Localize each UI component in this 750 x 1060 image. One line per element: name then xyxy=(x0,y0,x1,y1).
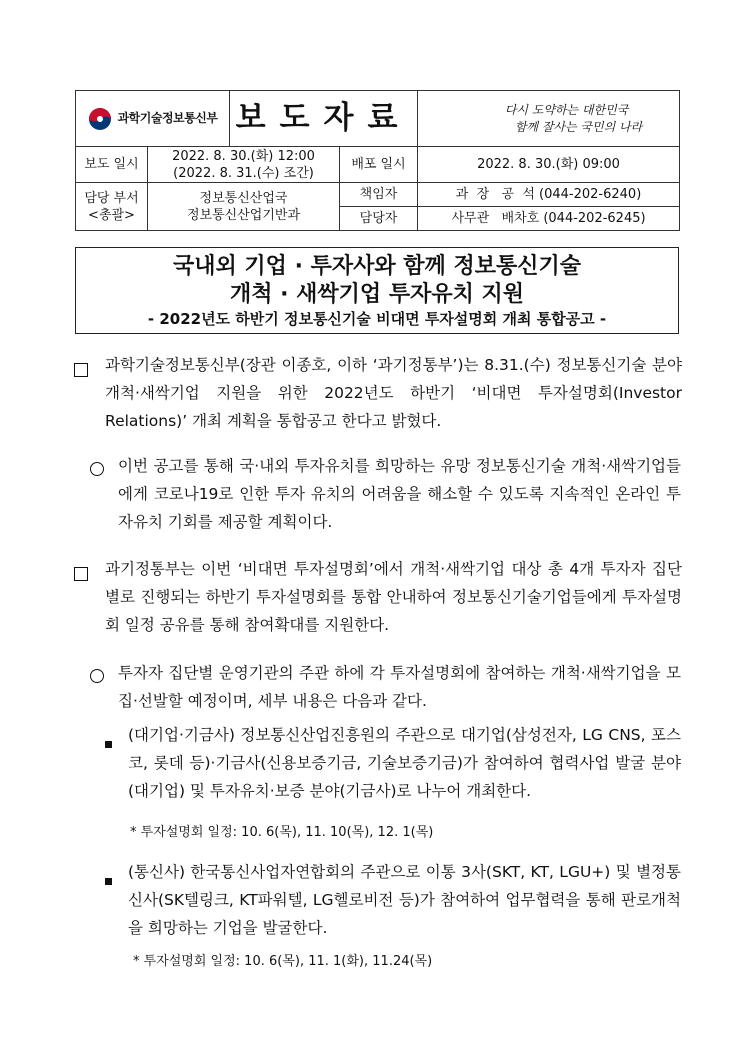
headline-box xyxy=(75,247,679,334)
note-2: * 투자설명회 일정: 10. 6(목), 11. 1(화), 11.24(목) xyxy=(133,954,433,969)
slogan-line-1: 다시 도약하는 대한민국 xyxy=(504,102,629,117)
ministry-logo-icon xyxy=(88,107,112,131)
manager-value: 과 장 공 석 (044-202-6240) xyxy=(418,183,680,207)
headline-line-2: 개척 · 새싹기업 투자유치 지원 xyxy=(229,282,525,307)
slogan xyxy=(418,91,680,147)
circle-bullet-icon xyxy=(90,668,104,687)
distribution-date-label: 배포 일시 xyxy=(340,147,418,183)
press-date-line-2: (2022. 8. 31.(수) 조간) xyxy=(173,165,314,181)
distribution-date-value: 2022. 8. 30.(화) 09:00 xyxy=(418,147,680,183)
note-1: * 투자설명회 일정: 10. 6(목), 11. 10(목), 12. 1(목) xyxy=(130,825,434,840)
square-bullet-icon xyxy=(74,566,88,585)
square-bullet-icon xyxy=(74,362,88,381)
department-line-2: 정보통신산업기반과 xyxy=(186,207,301,223)
department-value xyxy=(148,183,340,231)
department-line-1: 정보통신산업국 xyxy=(199,190,288,206)
slogan-line-2: 함께 잘사는 국민의 나라 xyxy=(514,119,643,134)
press-date-label: 보도 일시 xyxy=(76,147,148,183)
department-label xyxy=(76,183,148,231)
department-label-line-1: 담당 부서 xyxy=(84,190,139,206)
headline-subtitle: - 2022년도 하반기 정보통신기술 비대면 투자설명회 개최 통합공고 - xyxy=(147,310,607,328)
department-label-line-2: <총괄> xyxy=(88,207,135,223)
filled-square-bullet-icon xyxy=(105,870,112,889)
bullet-2: (통신사) 한국통신사업자연합회의 주관으로 이통 3사(SKT, KT, LGU+) 및 별정통신사(SK텔링크, KT파워텔, LG헬로비전 등)가 참여하여 업무협력을 통해 판로개척을 희망하는 기업을 발굴한다. xyxy=(128,863,681,937)
paragraph-4: 투자자 집단별 운영기관의 주관 하에 각 투자설명회에 참여하는 개척·새싹기업을 모집·선발할 예정이며, 세부 내용은 다음과 같다. xyxy=(118,664,681,710)
filled-square-bullet-icon xyxy=(105,733,112,752)
press-release-title: 보도자료 xyxy=(230,91,418,147)
press-date-line-1: 2022. 8. 30.(화) 12:00 xyxy=(172,148,315,164)
bullet-1: (대기업·기금사) 정보통신산업진흥원의 주관으로 대기업(삼성전자, LG CNS, 포스코, 롯데 등)·기금사(신용보증기금, 기술보증기금)가 참여하여 협력사업 발굴 분야(대기업) 및 투자유치·보증 분야(기금사)로 나누어 개최한다. xyxy=(128,726,681,800)
ministry-name: 과학기술정보통신부 xyxy=(117,111,218,125)
press-header-table xyxy=(75,90,680,231)
headline-line-1: 국내외 기업 · 투자사와 함께 정보통신기술 xyxy=(173,254,581,279)
circle-bullet-icon xyxy=(90,461,104,480)
contact-label: 담당자 xyxy=(340,207,418,231)
manager-label: 책임자 xyxy=(340,183,418,207)
contact-value: 사무관 배차호 (044-202-6245) xyxy=(418,207,680,231)
paragraph-1: 과학기술정보통신부(장관 이종호, 이하 ‘과기정통부’)는 8.31.(수) 정보통신기술 분야 개척·새싹기업 지원을 위한 2022년도 하반기 ‘비대면 투자설명회(Investor Relations)’ 개최 계획을 통합공고 한다고 밝혔다. xyxy=(105,356,682,430)
ministry-logo-cell xyxy=(76,91,230,147)
paragraph-2: 이번 공고를 통해 국·내외 투자유치를 희망하는 유망 정보통신기술 개척·새싹기업들에게 코로나19로 인한 투자 유치의 어려움을 해소할 수 있도록 지속적인 온라인 투자유치 기회를 제공할 계획이다. xyxy=(118,457,681,531)
paragraph-3: 과기정통부는 이번 ‘비대면 투자설명회’에서 개척·새싹기업 대상 총 4개 투자자 집단별로 진행되는 하반기 투자설명회를 통합 안내하여 정보통신기술기업들에게 투자설명회 일정 공유를 통해 참여확대를 지원한다. xyxy=(105,560,682,634)
press-date-value xyxy=(148,147,340,183)
